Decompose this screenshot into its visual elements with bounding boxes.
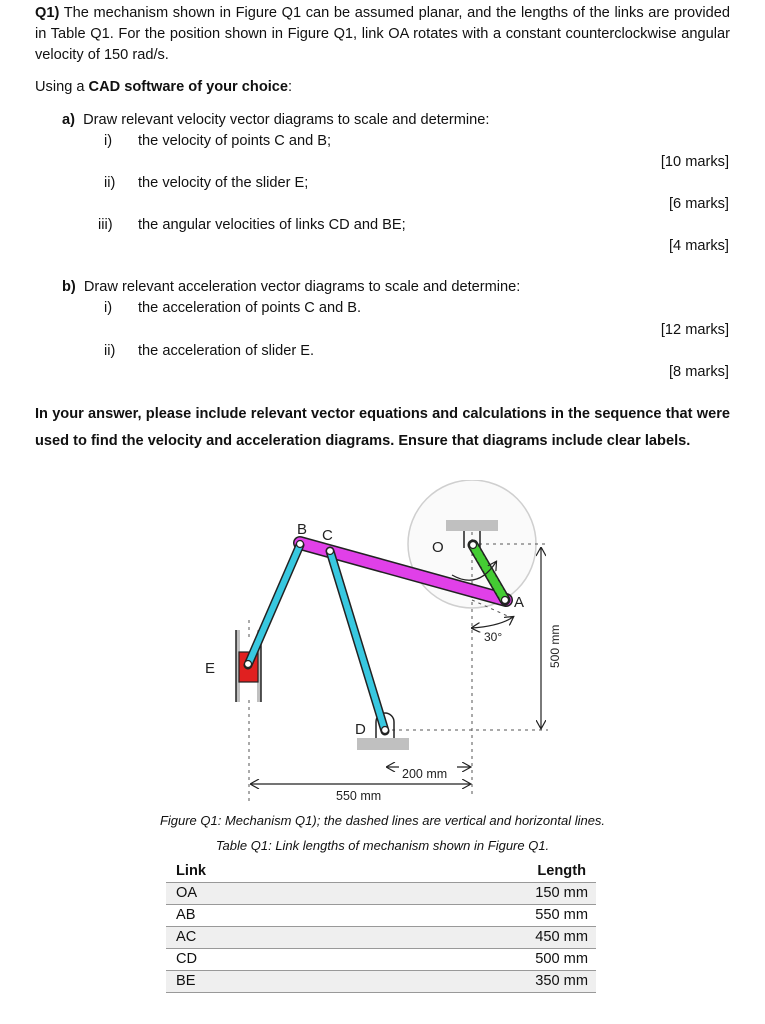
part-a-item-marks: [4 marks]: [668, 238, 729, 254]
dim-200-label: 200 mm: [402, 767, 448, 781]
angle-label: 30°: [484, 630, 503, 644]
part-a-item-text: the velocity of the slider E;: [138, 175, 309, 191]
header-link: Link: [176, 863, 206, 879]
answer-instruction: In your answer, please include relevant vector equations and calculations in the sequence that were used to find the velocity and acceleration diagrams. Ensure that diagrams include clear labels.: [35, 406, 730, 449]
part-a-item-num: ii): [104, 175, 116, 191]
cell-link: CD: [166, 949, 344, 971]
table-header-row: [166, 861, 596, 883]
dim-500-label: 500 mm: [548, 624, 562, 668]
cell-length: 550 mm: [344, 905, 596, 927]
question-intro-text: The mechanism shown in Figure Q1 can be assumed planar, and the lengths of the links are provided in Table Q1. For the position shown in Figure Q1, link OA rotates with a constant counterclockwise angular velocity of 150 rad/s.: [35, 5, 730, 63]
using-instruction: [35, 77, 730, 98]
part-b-heading: [62, 277, 520, 297]
label-A: A: [514, 594, 525, 611]
label-B: B: [297, 521, 308, 538]
table-row: [166, 971, 596, 993]
part-a-item-text: the angular velocities of links CD and BE;: [138, 217, 406, 233]
using-suffix: :: [288, 79, 293, 95]
angle-arc: [472, 617, 513, 628]
part-b-item-marks: [12 marks]: [660, 322, 729, 338]
label-C: C: [322, 527, 333, 544]
part-b-text: Draw relevant acceleration vector diagrams to scale and determine:: [83, 279, 521, 295]
cell-link: BE: [166, 971, 344, 993]
ground-D: [357, 738, 409, 750]
part-a-heading: [62, 110, 489, 130]
label-E: E: [205, 660, 216, 677]
using-prefix: Using a: [35, 79, 89, 95]
part-b-label: b): [62, 279, 76, 295]
label-O: O: [432, 539, 444, 556]
cell-length: 350 mm: [344, 971, 596, 993]
link-lengths-table: [166, 861, 596, 993]
cell-length: 500 mm: [344, 949, 596, 971]
header-length: Length: [537, 863, 586, 879]
mechanism-figure: [0, 480, 765, 810]
part-b-item-num: i): [104, 300, 113, 316]
table-row: [166, 905, 596, 927]
part-b-item-num: ii): [104, 343, 116, 359]
part-b-item-text: the acceleration of points C and B.: [138, 300, 362, 316]
ground-O: [446, 520, 498, 531]
cell-length: 150 mm: [344, 883, 596, 905]
part-a-item-marks: [6 marks]: [668, 196, 729, 212]
table-row: [166, 927, 596, 949]
figure-caption: Figure Q1: Mechanism Q1); the dashed lines are vertical and horizontal lines.: [159, 813, 606, 828]
label-D: D: [355, 721, 366, 738]
part-a-item-marks: [10 marks]: [660, 154, 729, 170]
part-b-item-text: the acceleration of slider E.: [138, 343, 315, 359]
cell-link: AC: [166, 927, 344, 949]
part-a-text: Draw relevant velocity vector diagrams to scale and determine:: [83, 112, 490, 128]
cell-link: OA: [166, 883, 344, 905]
part-a-item-num: iii): [98, 217, 113, 233]
question-intro: [35, 3, 730, 66]
question-label: Q1): [35, 5, 60, 21]
cell-link: AB: [166, 905, 344, 927]
table-row: [166, 949, 596, 971]
part-a-item-num: i): [104, 133, 113, 149]
cell-length: 450 mm: [344, 927, 596, 949]
table-row: [166, 883, 596, 905]
part-b-item-marks: [8 marks]: [668, 364, 729, 380]
using-bold: CAD software of your choice: [88, 79, 289, 95]
dim-550-label: 550 mm: [336, 789, 382, 803]
part-a-label: a): [62, 112, 75, 128]
part-a-item-text: the velocity of points C and B;: [138, 133, 332, 149]
table-caption: Table Q1: Link lengths of mechanism shown in Figure Q1.: [215, 838, 550, 853]
